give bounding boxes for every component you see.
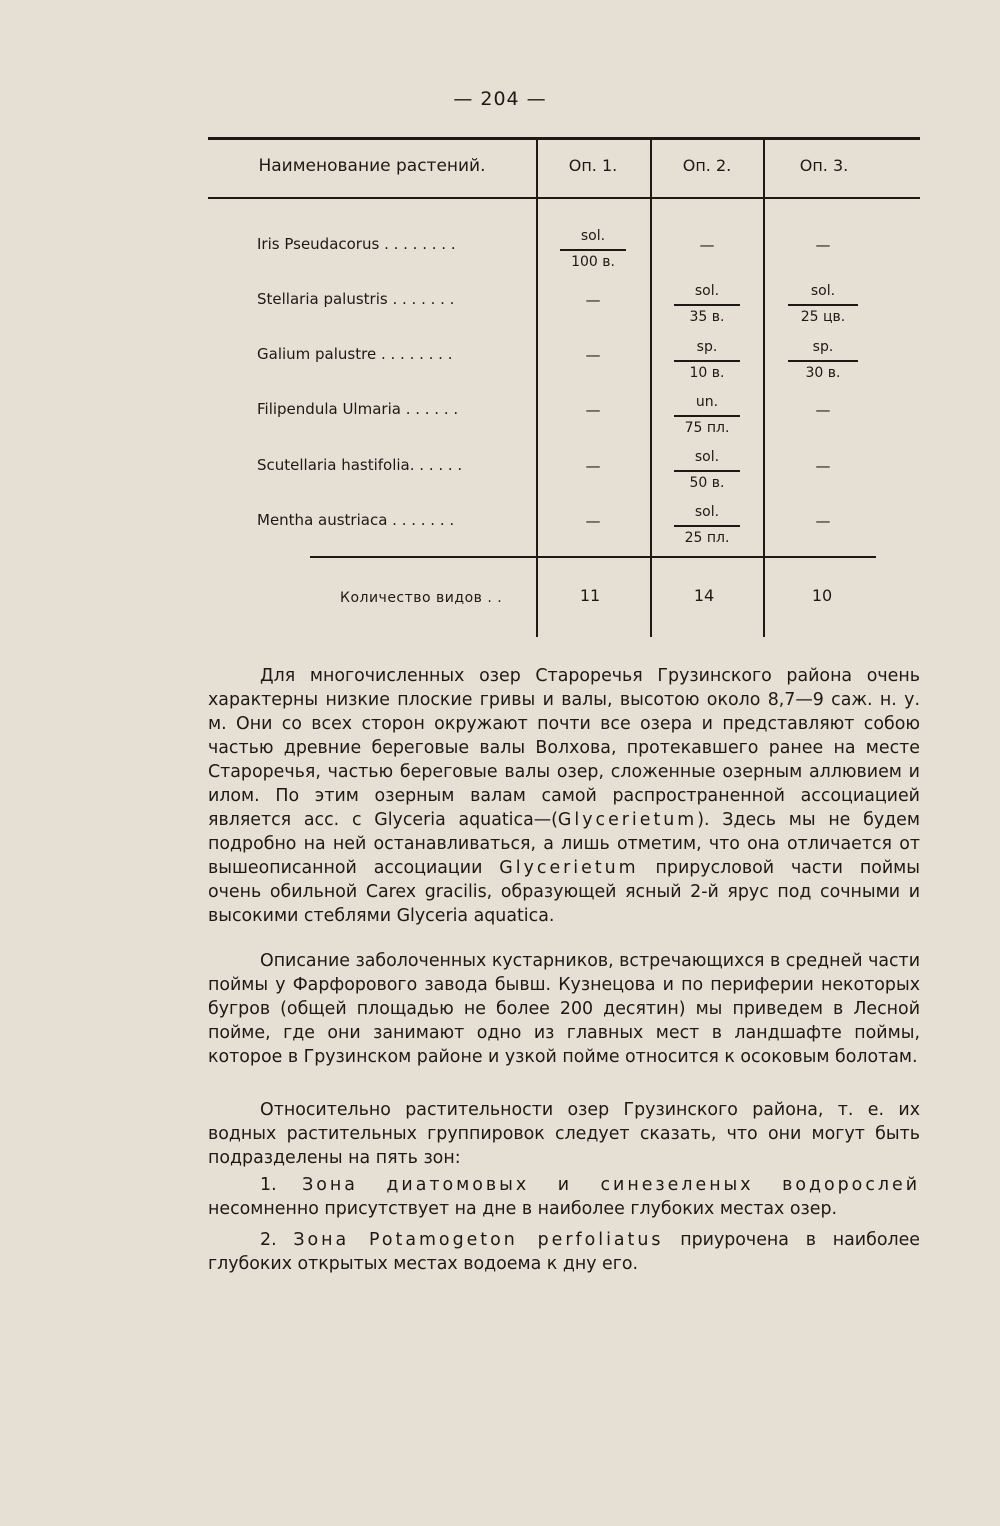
table-row-plant: Stellaria palustris . . . . . . .	[257, 290, 455, 308]
table-cell-dash: —	[585, 346, 601, 364]
paragraph-zone-1: 1. Зона диатомовых и синезеленых водорослей несомненно присутствует на дне в наиболее глубоких местах озер.	[208, 1175, 920, 1219]
table-row-plant: Mentha austriaca . . . . . . .	[257, 511, 455, 529]
table-cell-fraction: sol. 25 цв.	[788, 284, 858, 324]
paragraph-zone-2: 2. Зона Potamogeton perfoliatus приурочена в наиболее глубоких открытых местах водоема к дну его.	[208, 1230, 920, 1274]
table-row-plant: Galium palustre . . . . . . . .	[257, 345, 453, 363]
header-op1: Оп. 1.	[568, 156, 618, 175]
table-cell-dash: —	[699, 236, 715, 254]
table-header-rule	[208, 197, 920, 199]
paragraph-shrubs: Описание заболоченных кустарников, встречающихся в средней части поймы у Фарфорового завода бывш. Кузнецова и по периферии некоторых бугров (общей площадью не более 200 десятин) мы приведем в Лесной пойме, где они занимают одно из главных мест в ландшафте поймы, которое в Грузинском районе и узкой пойме относится к осоковым болотам.	[208, 951, 920, 1067]
table-cell-fraction: un. 75 пл.	[674, 395, 740, 435]
table-row-plant: Filipendula Ulmaria . . . . . .	[257, 400, 459, 418]
paragraph-lake-vegetation: Относительно растительности озер Грузинского района, т. е. их водных растительных группировок следует сказать, что они могут быть подразделены на пять зон:	[208, 1100, 920, 1168]
total-op1: 11	[579, 586, 601, 605]
table-row-plant: Scutellaria hastifolia. . . . . .	[257, 456, 463, 474]
table-cell-dash: —	[815, 401, 831, 419]
table-cell-dash: —	[585, 291, 601, 309]
header-plant-name: Наименование растений.	[258, 156, 486, 176]
total-species-label: Количество видов . .	[340, 590, 503, 606]
table-cell-dash: —	[815, 512, 831, 530]
table-cell-dash: —	[815, 236, 831, 254]
total-op2: 14	[693, 586, 715, 605]
table-total-rule	[310, 556, 876, 558]
table-cell-dash: —	[585, 401, 601, 419]
header-op3: Оп. 3.	[799, 156, 849, 175]
table-cell-fraction: sol. 100 в.	[560, 229, 626, 269]
table-cell-dash: —	[815, 457, 831, 475]
table-cell-dash: —	[585, 512, 601, 530]
table-cell-fraction: sol. 25 пл.	[674, 505, 740, 545]
table-cell-dash: —	[585, 457, 601, 475]
header-op2: Оп. 2.	[682, 156, 732, 175]
table-top-rule	[208, 137, 920, 140]
table-col-divider-3	[763, 139, 765, 637]
total-op3: 10	[811, 586, 833, 605]
paragraph-lake-ridges: Для многочисленных озер Староречья Грузинского района очень характерны низкие плоские гривы и валы, высотою около 8,7—9 саж. н. у. м. Они со всех сторон окружают почти все озера и представляют собою частью древние береговые валы Волхова, протекавшего ранее на месте Староречья, частью береговые валы озер, сложенные озерным аллювием и илом. По этим озерным валам самой распространенной ассоциацией является асс. с Glyceria aquatica—(Glycerietum). Здесь мы не будем подробно на ней останавливаться, а лишь отметим, что она отличается от вышеописанной ассоциации Glycerietum прирусловой части поймы очень обильной Carex gracilis, образующей ясный 2-й ярус под сочными и высокими стеблями Glyceria aquatica.	[208, 666, 920, 926]
table-cell-fraction: sol. 50 в.	[674, 450, 740, 490]
page-number: — 204 —	[453, 88, 547, 110]
table-cell-fraction: sol. 35 в.	[674, 284, 740, 324]
table-cell-fraction: sp. 30 в.	[788, 340, 858, 380]
table-col-divider-2	[650, 139, 652, 637]
table-col-divider-1	[536, 139, 538, 637]
table-cell-fraction: sp. 10 в.	[674, 340, 740, 380]
table-row-plant: Iris Pseudacorus . . . . . . . .	[257, 235, 456, 253]
